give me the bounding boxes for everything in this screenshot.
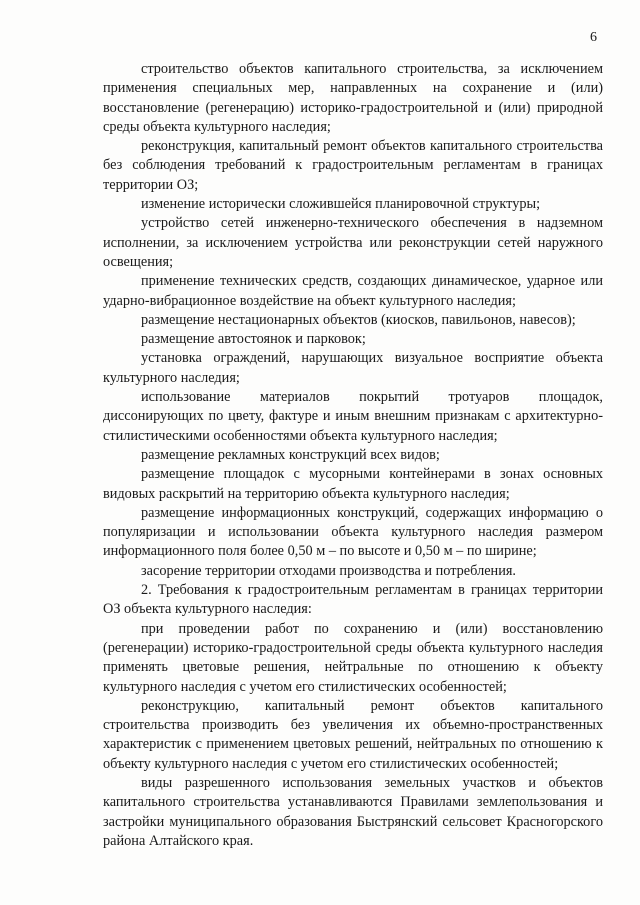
paragraph: реконструкция, капитальный ремонт объектов капитального строительства без соблюдения требований к градостроительным регламентам в границах территории ОЗ; [103,138,603,193]
paragraph: размещение автостоянок и парковок; [141,331,366,348]
paragraph: засорение территории отходами производства и потребления. [141,562,517,579]
paragraph: реконструкцию, капитальный ремонт объектов капитального строительства производить без увеличения их объемно-пространственных характеристик с применением цветовых решений, нейтральных по отношению к объекту культурного наследия с учетом его стилистических особенностей; [103,697,603,772]
paragraph: устройство сетей инженерно-технического обеспечения в надземном исполнении, за исключением устройства или реконструкции сетей наружного освещения; [103,215,603,270]
page-number: 6 [590,30,597,45]
paragraph: изменение исторически сложившейся планировочной структуры; [141,196,541,213]
document-body [103,60,603,851]
paragraph: размещение рекламных конструкций всех видов; [141,446,440,463]
paragraph: размещение информационных конструкций, содержащих информацию о популяризации и использовании объекта культурного наследия размером информационного поля более 0,50 м – по высоте и 0,50 м – по ширине; [103,504,603,560]
section-heading: 2. Требования к градостроительным регламентам в границах территории ОЗ объекта культурного наследия: [103,582,603,618]
paragraph: использование материалов покрытий тротуаров площадок, диссонирующих по цвету, фактуре и иным внешним признакам с архитектурно-стилистическими особенностями объекта культурного наследия; [103,389,603,444]
paragraph: размещение нестационарных объектов (киосков, павильонов, навесов); [141,311,576,328]
paragraph: размещение площадок с мусорными контейнерами в зонах основных видовых раскрытий на территорию объекта культурного наследия; [103,466,603,502]
paragraph: установка ограждений, нарушающих визуальное восприятие объекта культурного наследия; [103,350,603,386]
paragraph: при проведении работ по сохранению и (или) восстановлению (регенерации) историко-градостроительной среды объекта культурного наследия применять цветовые решения, нейтральные по отношению к объекту культурного наследия с учетом его стилистических особенностей; [103,620,603,695]
paragraph: виды разрешенного использования земельных участков и объектов капитального строительства устанавливаются Правилами землепользования и застройки муниципального образования Быстрянский сельсовет Красногорского района Алтайского края. [103,774,603,849]
paragraph: строительство объектов капитального строительства, за исключением применения специальных мер, направленных на сохранение и (или) восстановление (регенерацию) историко-градостроительной и (или) природной среды объекта культурного наследия; [103,61,603,135]
paragraph: применение технических средств, создающих динамическое, ударное или ударно-вибрационное воздействие на объект культурного наследия; [103,273,603,309]
